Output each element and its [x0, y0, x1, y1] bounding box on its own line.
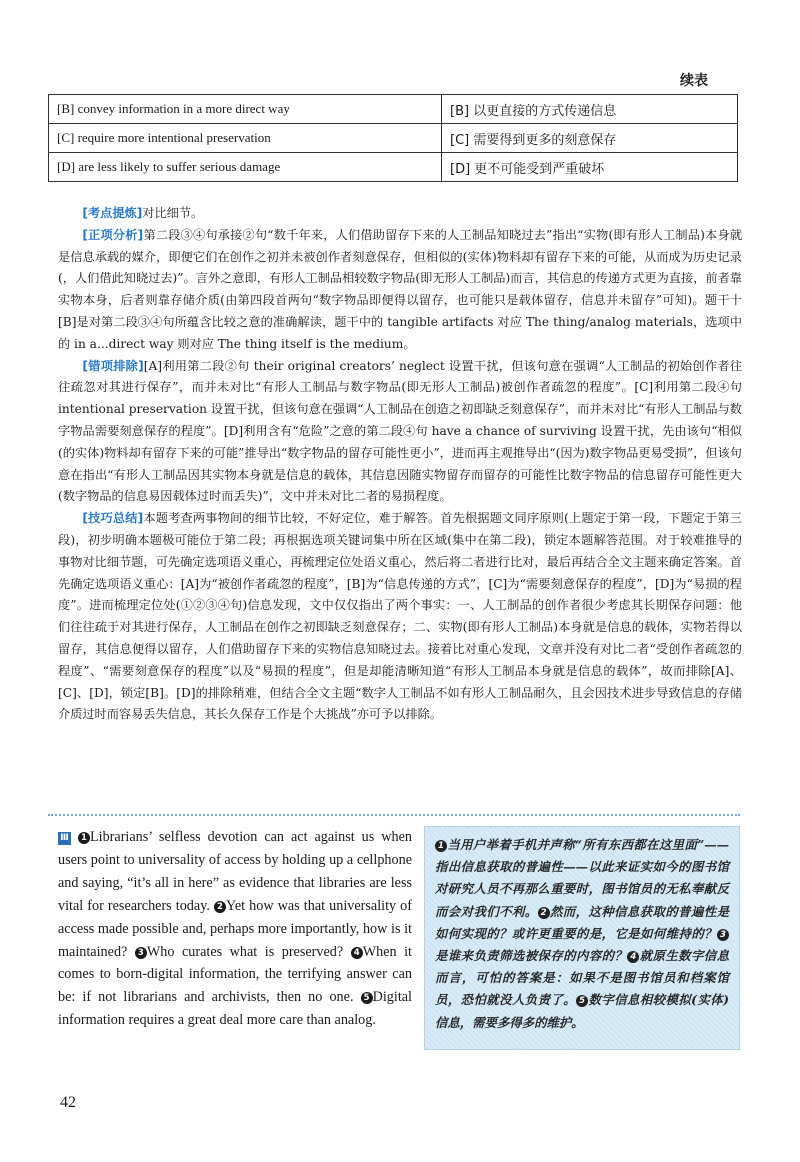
passage-sentence: Yet how was that universality of access made possible and, perhaps more importantly, how is it maintained?	[58, 897, 412, 960]
passage-sentence: Digital information requires a great deal more care than analog.	[58, 989, 412, 1029]
sentence-number: 5	[361, 992, 373, 1004]
sentence-number: 4	[627, 951, 639, 963]
page-number: 42	[60, 1094, 76, 1111]
strategy-text: 本题考查两事物间的细节比较，不好定位，难于解答。首先根据题文同序原则(上题定于第一段，下题定于第三段)，初步明确本题极可能位于第二段；再根据选项关键词集中所在区域(集中在第二段)，锁定本题解答范围。对于较难推导的事物对比细节题，可先确定选项语义重心，再梳理定位处语义重心，然后将二者进行比对，最后再结合全文主题来确定答案。首先确定选项语义重心：[A]为“被创作者疏忽的程度”，[B]为“信息传递的方式”，[C]为“需要刻意保存的程度”，[D]为“易损的程度”。进而梳理定位处(①②③④句)信息发现，文中仅仅指出了两个事实：一、人工制品的创作者很少考虑其长期保存问题：他们往往疏于对其进行保存，人工制品在创作之初即缺乏刻意保存；二、实物(即有形人工制品)本身就是信息的载体，实物若得以留存，其信息便得以留存，人们借助留存下来的实物信息知晓过去。接着比对重心发现，文章并没有对比二者“受创作者疏忽的程度”、“需要刻意保存的程度”以及“易损的程度”，但是却能清晰知道“有形人工制品本身就是信息的载体”，故而排除[A]、[C]、[D]，锁定[B]。[D]的排除稍难，但结合全文主题“数字人工制品不如有形人工制品耐久，且会因技术进步导致信息的存储介质过时而容易丢失信息，其长久保存工作是个大挑战”亦可予以排除。	[58, 511, 742, 722]
sentence-number: 2	[214, 901, 226, 913]
option-b-chinese: [B] 以更直接的方式传递信息	[442, 95, 738, 124]
translation-sentence: 然而，这种信息获取的普遍性是如何实现的？或许更重要的是，它是如何维持的？	[435, 903, 730, 941]
sentence-number: 1	[78, 832, 90, 844]
correct-analysis-paragraph	[58, 225, 742, 356]
passage-sentence: Librarians’ selfless devotion can act against us when users point to universality of access by holding up a cellphone and saying, “it’s all in here” as evidence that libraries are less vital for researchers today.	[58, 829, 412, 914]
table-row	[49, 124, 738, 153]
option-c-chinese: [C] 需要得到更多的刻意保存	[442, 124, 738, 153]
section-divider	[48, 814, 740, 816]
sentence-number: 4	[351, 947, 363, 959]
distractor-text: [A]利用第二段②句 their original creators’ neglect 设置干扰，但该句意在强调“人工制品的初始创作者往往疏忽对其进行保存”，而并未对比“有形人工制品与数字物品(即无形人工制品)被创作者疏忽的程度”。[C]利用第二段④句 intentional preservation 设置干扰，但该句意在强调“人工制品在创造之初即缺乏刻意保存”，而并未对比“有形人工制品与数字物品需要刻意保存的程度”。[D]利用含有“危险”之意的第二段④句 have a chance of surviving 设置干扰，先由该句“相似(的实体)物料却有留存下来的可能”推导出“数字物品的留存可能性更小”，进而再主观推导出“(因为)数字物品更易受损”，但该句意在指出“有形人工制品因其实物本身就是信息的载体，其信息因随实物留存而留存的可能性比数字物品的信息留存可能性更大(数字物品的信息易因载体过时而丢失)”，文中并未对比二者的易损程度。	[58, 358, 743, 504]
test-point-tag: [考点提炼]	[82, 206, 143, 220]
sentence-number: 5	[576, 995, 588, 1007]
translation-sentence: 是谁来负责筛选被保存的内容的？	[435, 948, 628, 964]
table-row	[49, 95, 738, 124]
answer-analysis	[58, 203, 742, 726]
paragraph-marker: Ⅲ	[58, 832, 71, 845]
distractor-tag: [错项排除]	[82, 358, 144, 373]
english-passage	[58, 826, 412, 1032]
correct-analysis-text: 第二段③④句承接②句“数千年来，人们借助留存下来的人工制品知晓过去”指出“实物(即有形人工制品)本身就是信息承载的媒介，即便它们在创作之初并未被创作者刻意保存，但相似的(实体)物料却有留存下来的可能，从而成为历史记录(，人们借此知晓过去)”。言外之意即，有形人工制品相较数字物品(即无形人工制品)而言，其信息的传递方式更为直接，前者靠实物本身，后者则靠存储介质(由第四段首两句“数字物品即便得以留存，也可能只是载体留存，信息并未留存”可知)。题干十[B]是对第二段③④句所蕴含比较之意的准确解读，题干中的 tangible artifacts 对应 The thing/analog materials，选项中的 in a...direct way 则对应 The thing itself is the medium。	[58, 227, 743, 351]
sentence-number: 2	[538, 907, 550, 919]
strategy-paragraph	[58, 508, 742, 726]
test-point-text: 对比细节。	[142, 206, 204, 220]
option-b-english: [B] convey information in a more direct way	[49, 95, 442, 124]
translation-sentence: 就原生数字信息而言，可怕的答案是：如果不是图书馆员和档案馆员，恐怕就没人负责了。	[435, 948, 730, 1008]
option-d-chinese: [D] 更不可能受到严重破坏	[442, 153, 738, 182]
correct-analysis-tag: [正项分析]	[82, 227, 144, 242]
passage-sentence: Who curates what is preserved?	[146, 943, 351, 960]
translation-sentence: 当用户举着手机并声称“所有东西都在这里面”——指出信息获取的普遍性——以此来证实如今的图书馆对研究人员不再那么重要时，图书馆员的无私奉献反而会对我们不利。	[435, 837, 729, 919]
sentence-number: 3	[717, 929, 729, 941]
passage-sentence: When it comes to born-digital information, the terrifying answer can be: if not librarians and archivists, then no one.	[58, 943, 412, 1006]
continued-table-label: 续表	[680, 73, 708, 89]
table-row	[49, 153, 738, 182]
sentence-number: 3	[135, 947, 147, 959]
chinese-translation-box	[424, 826, 740, 1050]
answer-options-table	[48, 94, 738, 182]
translation-sentence: 数字信息相较模拟(实体)信息，需要多得多的维护。	[435, 992, 729, 1030]
option-c-english: [C] require more intentional preservation	[49, 124, 442, 153]
sentence-number: 1	[435, 840, 447, 852]
distractor-paragraph	[58, 356, 742, 509]
strategy-tag: [技巧总结]	[82, 511, 144, 526]
option-d-english: [D] are less likely to suffer serious damage	[49, 153, 442, 182]
test-point-paragraph	[58, 203, 742, 225]
